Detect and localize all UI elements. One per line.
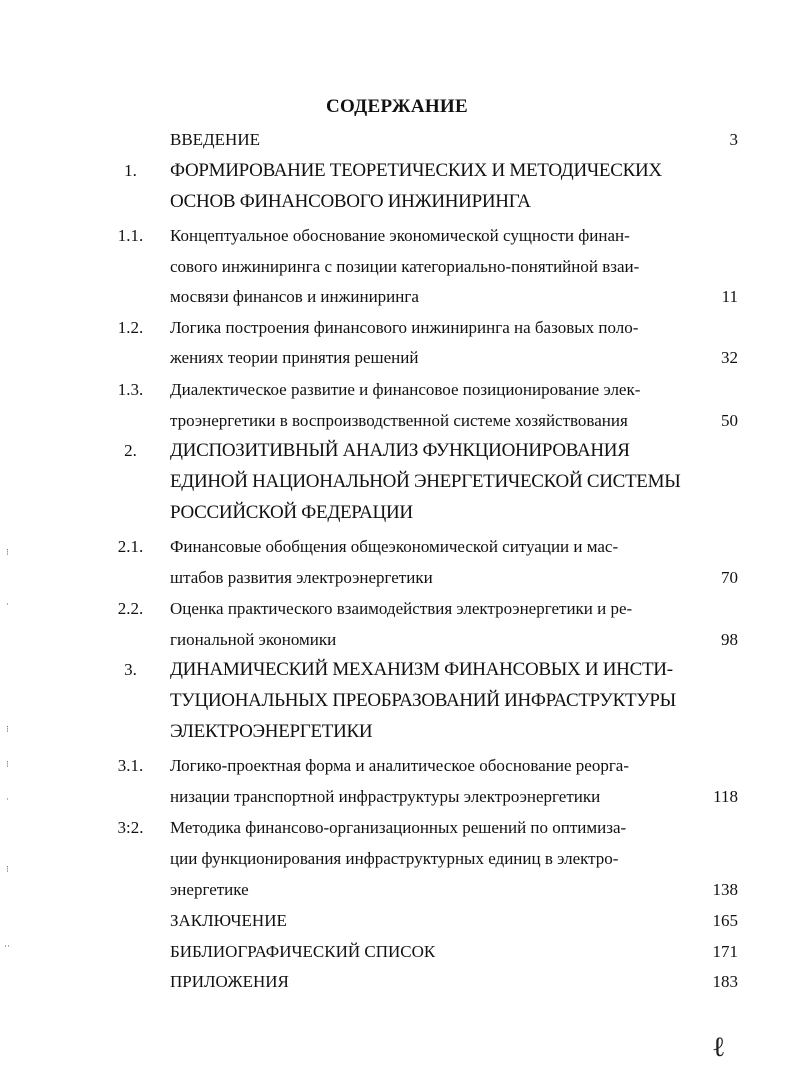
toc-label: энергетике bbox=[170, 880, 249, 899]
page-title: СОДЕРЖАНИЕ bbox=[326, 96, 468, 117]
toc-label: троэнергетики в воспроизводственной системе хозяйствования bbox=[170, 411, 628, 430]
toc-number: 2.2. bbox=[117, 599, 144, 618]
toc-page-number: 183 bbox=[712, 972, 738, 991]
toc-page-number: 3 bbox=[729, 130, 738, 149]
scan-speck: · bbox=[6, 599, 9, 609]
scan-speck: ⁝ bbox=[6, 759, 9, 769]
toc-label: РОССИЙСКОЙ ФЕДЕРАЦИИ bbox=[170, 502, 413, 523]
toc-number: 3.1. bbox=[117, 756, 144, 775]
toc-label: низации транспортной инфраструктуры электроэнергетики bbox=[170, 787, 601, 806]
toc-page-number: 11 bbox=[721, 287, 738, 306]
toc-page-number: 32 bbox=[721, 348, 738, 367]
toc-label: гиональной экономики bbox=[170, 630, 337, 649]
toc-label: ФОРМИРОВАНИЕ ТЕОРЕТИЧЕСКИХ И МЕТОДИЧЕСКИХ bbox=[170, 160, 662, 181]
toc-label: Диалектическое развитие и финансовое позиционирование элек- bbox=[170, 380, 641, 399]
toc-page-number: 171 bbox=[712, 942, 738, 961]
toc-label: ДИСПОЗИТИВНЫЙ АНАЛИЗ ФУНКЦИОНИРОВАНИЯ bbox=[170, 440, 630, 461]
toc-label: ТУЦИОНАЛЬНЫХ ПРЕОБРАЗОВАНИЙ ИНФРАСТРУКТУРЫ bbox=[170, 690, 676, 711]
toc-label: ции функционирования инфраструктурных единиц в электро- bbox=[170, 849, 619, 868]
toc-label: мосвязи финансов и инжиниринга bbox=[170, 287, 419, 306]
toc-label: ВВЕДЕНИЕ bbox=[170, 130, 260, 149]
toc-number: 1.1. bbox=[117, 226, 144, 245]
toc-label: сового инжиниринга с позиции категориально-понятийной взаи- bbox=[170, 257, 640, 276]
toc-label: Логика построения финансового инжиниринга на базовых поло- bbox=[170, 318, 639, 337]
toc-number: 2.1. bbox=[117, 537, 144, 556]
toc-label: Логико-проектная форма и аналитическое обоснование реорга- bbox=[170, 756, 629, 775]
toc-label: ДИНАМИЧЕСКИЙ МЕХАНИЗМ ФИНАНСОВЫХ И ИНСТИ- bbox=[170, 659, 673, 680]
toc-label: Оценка практического взаимодействия электроэнергетики и ре- bbox=[170, 599, 633, 618]
toc-label: ЭЛЕКТРОЭНЕРГЕТИКИ bbox=[170, 721, 373, 742]
toc-label: штабов развития электроэнергетики bbox=[170, 568, 433, 587]
toc-label: Методика финансово-организационных решений по оптимиза- bbox=[170, 818, 627, 837]
toc-label: БИБЛИОГРАФИЧЕСКИЙ СПИСОК bbox=[170, 942, 436, 961]
toc-label: Концептуальное обоснование экономической сущности финан- bbox=[170, 226, 630, 245]
toc-page-number: 50 bbox=[721, 411, 738, 430]
scan-speck: ⁝ bbox=[6, 864, 9, 874]
toc-number: 2. bbox=[124, 441, 137, 460]
toc-number: 3:2. bbox=[117, 818, 144, 837]
scan-speck: ·· bbox=[4, 941, 10, 951]
toc-label: ОСНОВ ФИНАНСОВОГО ИНЖИНИРИНГА bbox=[170, 191, 531, 212]
toc-label: Финансовые обобщения общеэкономической ситуации и мас- bbox=[170, 537, 619, 556]
toc-page-number: 118 bbox=[713, 787, 738, 806]
toc-label: ПРИЛОЖЕНИЯ bbox=[170, 972, 289, 991]
toc-page-number: 98 bbox=[721, 630, 738, 649]
scan-speck: · bbox=[6, 794, 9, 804]
toc-number: 1.2. bbox=[117, 318, 144, 337]
toc-page-number: 138 bbox=[712, 880, 738, 899]
toc-label: ЗАКЛЮЧЕНИЕ bbox=[170, 911, 287, 930]
scan-speck: ⁝ bbox=[6, 547, 9, 557]
scan-speck: ⁝ bbox=[6, 724, 9, 734]
toc-page-number: 70 bbox=[721, 568, 738, 587]
toc-label: ЕДИНОЙ НАЦИОНАЛЬНОЙ ЭНЕРГЕТИЧЕСКОЙ СИСТЕМЫ bbox=[170, 471, 681, 492]
toc-label: жениях теории принятия решений bbox=[170, 348, 419, 367]
toc-page-number: 165 bbox=[712, 911, 738, 930]
toc-number: 3. bbox=[124, 660, 137, 679]
handwritten-mark-icon: ℓ bbox=[712, 1030, 726, 1063]
toc-number: 1. bbox=[124, 161, 137, 180]
toc-number: 1.3. bbox=[117, 380, 144, 399]
